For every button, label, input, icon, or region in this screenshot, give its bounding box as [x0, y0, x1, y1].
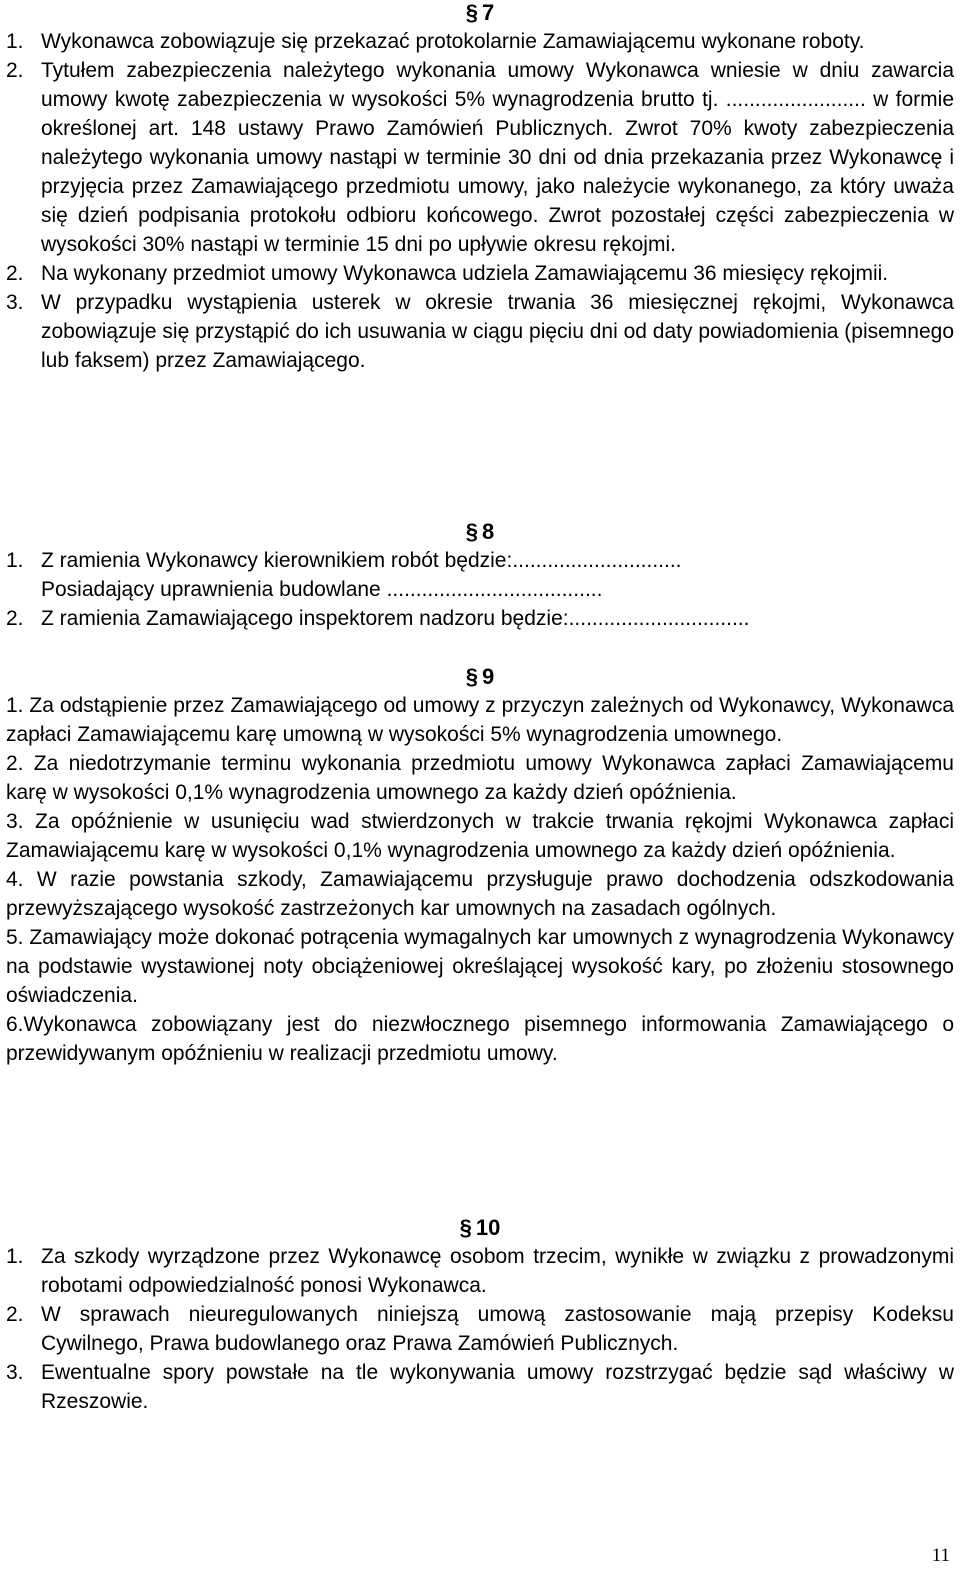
section-number: 7 [482, 0, 495, 25]
section-number: 9 [482, 664, 495, 689]
list-item [0, 1300, 954, 1358]
list-item [0, 546, 954, 604]
list-item [0, 604, 954, 633]
paragraph-sign: § [465, 519, 478, 544]
paragraph-sign: § [465, 0, 478, 25]
section-10-heading [0, 1213, 960, 1242]
item-number: 3. [6, 291, 24, 314]
item-text: Za szkody wyrządzone przez Wykonawcę osobom trzecim, wynikłe w związku z prowadzonymi robotami odpowiedzialność ponosi Wykonawca. [41, 1245, 954, 1297]
item-text: Z ramienia Wykonawcy kierownikiem robót będzie:............................. [41, 549, 682, 572]
item-text: W sprawach nieuregulowanych niniejszą umową zastosowanie mają przepisy Kodeksu Cywilnego, Prawa budowlanego oraz Prawa Zamówień Publicznych. [41, 1303, 954, 1355]
paragraph-sign: § [465, 664, 478, 689]
item-number: 2. [6, 1303, 24, 1326]
section-8 [0, 517, 960, 633]
section-10-list [0, 1242, 960, 1416]
list-item [0, 1358, 954, 1416]
item-text: Na wykonany przedmiot umowy Wykonawca udziela Zamawiającemu 36 miesięcy rękojmii. [41, 262, 889, 285]
item-number: 3. [6, 1361, 24, 1384]
item-text: Wykonawca zobowiązuje się przekazać protokolarnie Zamawiającemu wykonane roboty. [41, 30, 865, 53]
list-item: 6.Wykonawca zobowiązany jest do niezwłocznego pisemnego informowania Zamawiającego o przewidywanym opóźnieniu w realizacji przedmiotu umowy. [6, 1013, 954, 1065]
section-10 [0, 1213, 960, 1416]
list-item [0, 27, 954, 56]
list-item [0, 259, 954, 288]
list-item [0, 56, 954, 259]
item-number: 1. [6, 30, 24, 53]
list-item: 2. Za niedotrzymanie terminu wykonania przedmiotu umowy Wykonawca zapłaci Zamawiającemu karę w wysokości 0,1% wynagrodzenia umownego za każdy dzień opóźnienia. [6, 752, 954, 804]
item-number: 2. [6, 607, 24, 630]
list-item [0, 1242, 954, 1300]
item-text: Ewentualne spory powstałe na tle wykonywania umowy rozstrzygać będzie sąd właściwy w Rzeszowie. [41, 1361, 954, 1413]
section-8-list [0, 546, 960, 633]
page-number: 11 [931, 1545, 950, 1566]
item-text: Z ramienia Zamawiającego inspektorem nadzoru będzie:............................... [41, 607, 750, 630]
item-number: 1. [6, 1245, 24, 1268]
item-number: 2. [6, 59, 24, 82]
section-9-heading [0, 662, 960, 691]
list-item [0, 288, 954, 375]
item-number: 1. [6, 549, 24, 572]
list-item: 4. W razie powstania szkody, Zamawiającemu przysługuje prawo dochodzenia odszkodowania przewyższającego wysokość zastrzeżonych kar umownych na zasadach ogólnych. [6, 868, 954, 920]
section-number: 10 [475, 1215, 501, 1240]
item-continuation: Posiadający uprawnienia budowlane ..................................... [41, 578, 603, 601]
list-item: 1. Za odstąpienie przez Zamawiającego od umowy z przyczyn zależnych od Wykonawcy, Wykonawca zapłaci Zamawiającemu karę umowną w wysokości 5% wynagrodzenia umownego. [6, 694, 954, 746]
paragraph-sign: § [459, 1215, 472, 1240]
item-text: W przypadku wystąpienia usterek w okresie trwania 36 miesięcznej rękojmi, Wykonawca zobowiązuje się przystąpić do ich usuwania w ciągu pięciu dni od daty powiadomienia (pisemnego lub faksem) przez Zamawiającego. [41, 291, 954, 372]
section-7-list [0, 27, 960, 375]
section-7-heading [0, 0, 960, 27]
section-8-heading [0, 517, 960, 546]
section-number: 8 [482, 519, 495, 544]
section-9 [0, 662, 960, 1068]
item-number: 2. [6, 262, 24, 285]
section-7 [0, 0, 960, 375]
section-9-list [0, 691, 960, 1068]
list-item: 3. Za opóźnienie w usunięciu wad stwierdzonych w trakcie trwania rękojmi Wykonawca zapłaci Zamawiającemu karę w wysokości 0,1% wynagrodzenia umownego za każdy dzień opóźnienia. [6, 810, 954, 862]
list-item: 5. Zamawiający może dokonać potrącenia wymagalnych kar umownych z wynagrodzenia Wykonawcy na podstawie wystawionej noty obciążeniowej określającej wysokość kary, po złożeniu stosownego oświadczenia. [6, 926, 954, 1007]
item-text: Tytułem zabezpieczenia należytego wykonania umowy Wykonawca wniesie w dniu zawarcia umowy kwotę zabezpieczenia w wysokości 5% wynagrodzenia brutto tj. ........................ w formie określonej art. 148 ustawy Prawo Zamówień Publicznych. Zwrot 70% kwoty zabezpieczenia należytego wykonania umowy nastąpi w terminie 30 dni od dnia przekazania przez Wykonawcę i przyjęcia przez Zamawiającego przedmiotu umowy, jako należycie wykonanego, za który uważa się dzień podpisania protokołu odbioru końcowego. Zwrot pozostałej części zabezpieczenia w wysokości 30% nastąpi w terminie 15 dni po upływie okresu rękojmi. [41, 59, 954, 256]
